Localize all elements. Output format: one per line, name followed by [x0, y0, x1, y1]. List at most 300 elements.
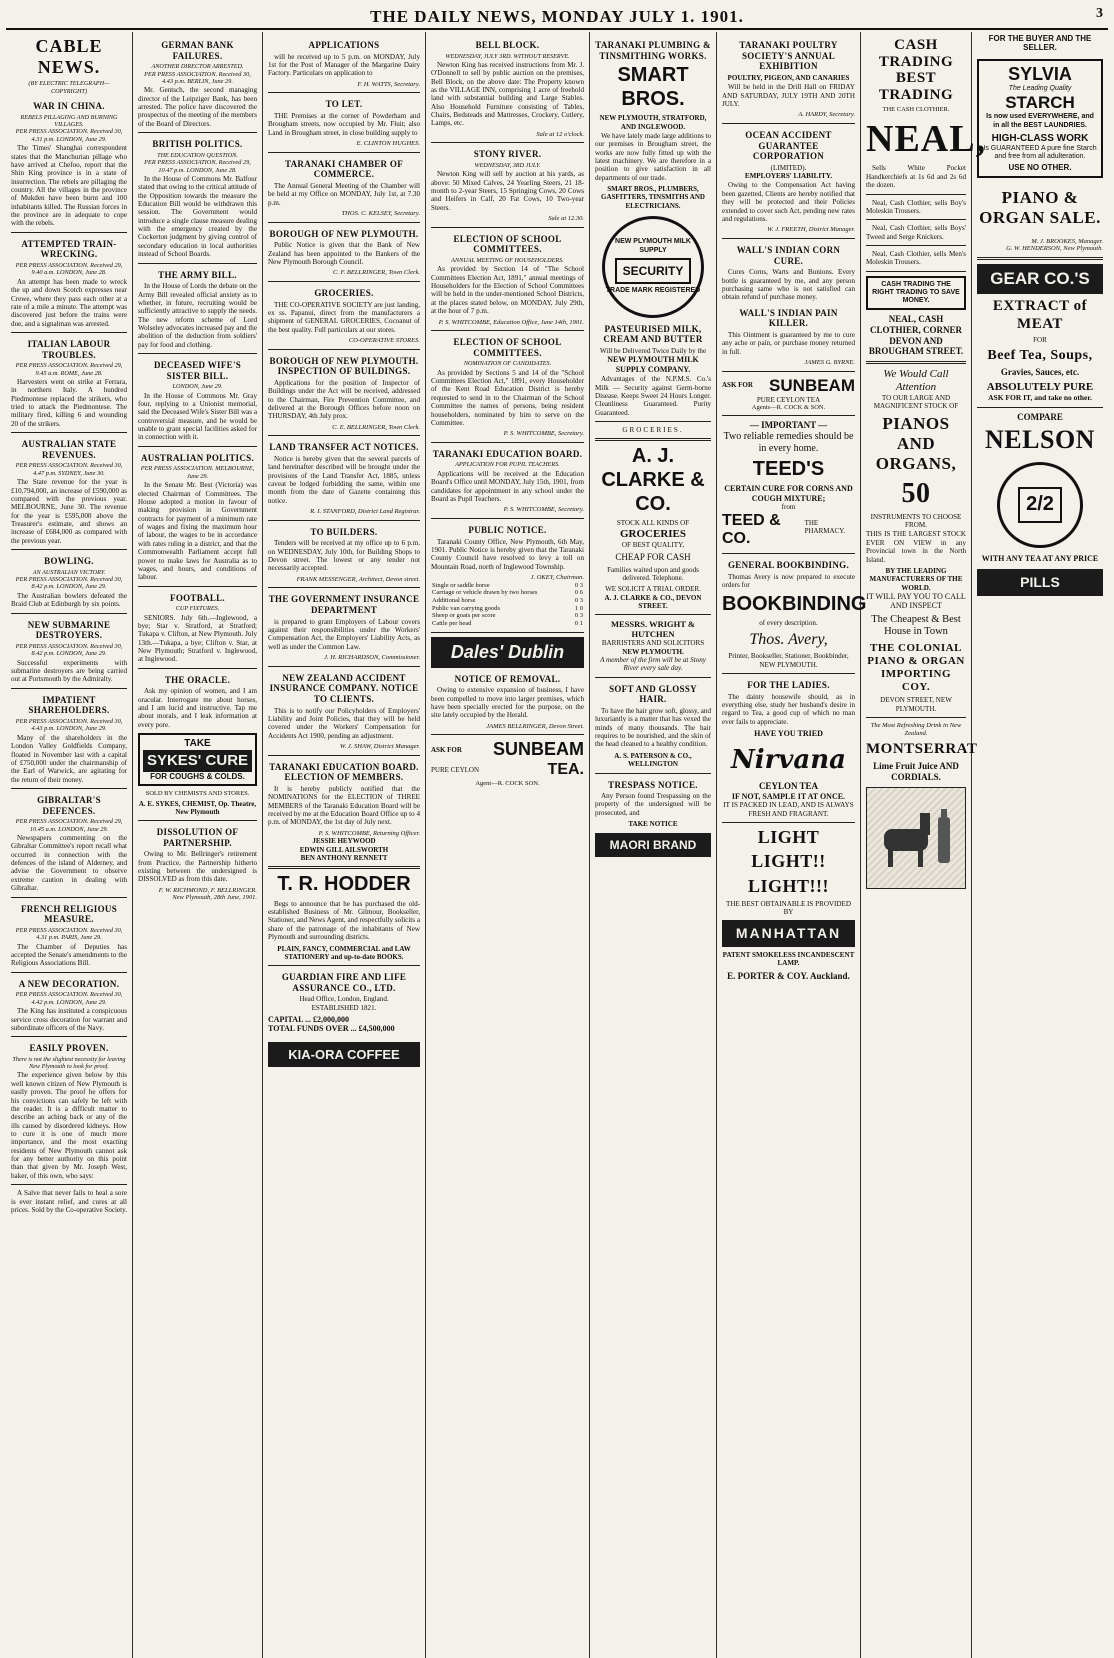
montserrat-sub: Lime Fruit Juice AND CORDIALS. [873, 761, 959, 782]
divider [138, 668, 257, 669]
sykes-cure: SYKES' CURE [143, 750, 252, 772]
hodder-text: Begs to announce that he has purchased the old-established Business of Mr. Gilmour, Bookseller, Stationer, and News Agent, and respectfully solicits a share of the patronage of the inhabitants of New Plymouth and surrounding districts. [268, 899, 420, 942]
divider [268, 92, 420, 93]
donkey-bottle-illustration [876, 803, 956, 873]
story-dateline: PER PRESS ASSOCIATION. Received 29, 9.45 a.m. ROME, June 28. [15, 362, 123, 377]
story-head: ITALIAN LABOUR TROUBLES. [27, 338, 111, 360]
neal-sub: THE CASH CLOTHIER. [882, 106, 950, 113]
story-sub: ANOTHER DIRECTOR ARRESTED. [151, 63, 244, 71]
story-sig: E. CLINTON HUGHES. [356, 140, 420, 148]
dissolution-sig: F. W. RICHMOND, F. BELLRINGER. [158, 886, 257, 894]
divider [431, 330, 584, 331]
story-sub: There is not the slightest necessity for leaving New Plymouth to look for proof. [12, 1055, 126, 1071]
sykes-take: TAKE [184, 738, 211, 750]
smart-bros-sig: SMART BROS., PLUMBERS, GASFITTERS, TINSMITHS AND ELECTRICIANS. [601, 185, 705, 210]
divider [268, 435, 420, 436]
neal-footer: NEAL, CASH CLOTHIER, CORNER DEVON AND BROUGHAM STREET. [868, 314, 964, 357]
divider [595, 421, 711, 422]
pianos-title: PIANOS AND ORGANS, [875, 413, 957, 473]
brookes-agent: G. W. HENDERSON, New Plymouth. [1006, 245, 1103, 253]
story-sub: APPLICATION FOR PUPIL TEACHERS. [455, 461, 560, 469]
gear-beef: Beef Tea, Soups, [987, 347, 1093, 363]
neal-lines [866, 164, 966, 271]
clarke-addr: A. J. CLARKE & CO., DEVON STREET. [604, 593, 702, 610]
story-head: THE GOVERNMENT INSURANCE DEPARTMENT [268, 594, 420, 616]
clarke-name: A. J. CLARKE & CO. [601, 445, 705, 515]
cash-trading: CASH TRADING BEST TRADING [878, 37, 954, 103]
avery-addr: Printer, Bookseller, Stationer, Bookbinder, NEW PLYMOUTH. [728, 652, 849, 669]
sunbeam-ask: ASK FOR [722, 381, 753, 390]
story-head: TARANAKI EDUCATION BOARD. ELECTION OF MEMBERS. [269, 761, 419, 783]
story-sig: P. S. WHITCOMBE, Secretary. [503, 506, 584, 514]
story-head: ATTEMPTED TRAIN-WRECKING. [21, 238, 117, 260]
story-head: APPLICATIONS [308, 40, 380, 50]
gear-head: GEAR CO.'S [977, 264, 1103, 294]
nirvana-sub: CEYLON TEA [758, 781, 819, 792]
remedies-line: Two reliable remedies should be in every home. [723, 431, 854, 454]
story-head: FRENCH RELIGIOUS MEASURE. [20, 903, 118, 925]
story-sig: F. H. WATTS, Secretary. [357, 80, 420, 88]
gear-extract: EXTRACT of MEAT [992, 298, 1088, 332]
gear-ask: ASK FOR IT, and take no other. [988, 392, 1092, 402]
divider [268, 587, 420, 588]
divider [138, 353, 257, 354]
sunbeam-sub: PURE CEYLON [431, 766, 480, 775]
story-head: TO BUILDERS. [310, 526, 378, 537]
walls-pain-head: WALL'S INDIAN PAIN KILLER. [739, 307, 838, 329]
sylvia-starch: STARCH [1005, 93, 1075, 113]
divider [977, 407, 1103, 408]
story-head: NEW ZEALAND ACCIDENT INSURANCE COMPANY. NOTICE TO CLIENTS. [269, 672, 419, 705]
toll-value: 0 3 [574, 596, 583, 604]
walls-corn-text: Cures Corns, Warts and Bunions. Every bottle is guaranteed by me, and any person purchasing same who is not satisfied can obtain refund of purchase money. [722, 268, 855, 302]
divider [722, 123, 855, 124]
divider [866, 194, 966, 195]
story-dateline: PER PRESS ASSOCIATION. Received 30, 4.47 p.m. SYDNEY, June 30. [15, 462, 123, 477]
divider [595, 438, 711, 441]
toll-row [431, 605, 584, 613]
nelson-price-badge [997, 462, 1083, 548]
toll-value: 0 3 [574, 581, 583, 589]
story-sig: C. E. BELLRINGER, Town Clerk. [332, 423, 420, 431]
story-head: BOWLING. [44, 556, 94, 567]
story-head: AUSTRALIAN STATE REVENUES. [21, 439, 117, 460]
story-head: BELL BLOCK. [475, 40, 540, 50]
divider [866, 271, 966, 272]
clarke-note: Families waited upon and goods delivered. Telephone. [607, 565, 699, 582]
gear-pure: ABSOLUTELY PURE [986, 380, 1094, 393]
divider [11, 1036, 127, 1037]
divider [268, 222, 420, 223]
masthead-title: THE DAILY NEWS, MONDAY JULY 1. 1901. [370, 7, 744, 26]
pianos-count-sub: INSTRUMENTS TO CHOOSE FROM. [870, 512, 962, 530]
hodder-name: T. R. HODDER [277, 873, 411, 896]
story-head: IMPATIENT SHAREHOLDERS. [28, 694, 110, 716]
sylvia-used: Is now used EVERYWHERE, and in all the BEST LAUNDRIES. [986, 113, 1094, 129]
divider [268, 520, 420, 521]
column-6 [717, 32, 867, 1658]
story-text: As provided by Section 14 of "The School Committees Election Act, 1891," annual meetings of Householders for the Election of School Committees will be held in the under-mentioned School Districts, at the places stated below, on MONDAY, July 29th, at the hour of 7 p.m. [431, 265, 584, 316]
security-seal-logo [602, 216, 704, 318]
divider [866, 245, 966, 246]
story-text: SENIORS. July 6th.—Inglewood, a bye; Star v. Stratford, at Stratford; Tukapa v. Clifton, at New Plymouth. July 13th.—Tukapa, a bye; Clifton v. Star, at New Plymouth; Stratford v. Inglewood, at Inglewood. [138, 613, 257, 664]
story-dateline: PER PRESS ASSOCIATION. Received 29, 10.45 a.m. LONDON, June 29. [15, 818, 123, 833]
nelson-sub: WITH ANY TEA AT ANY PRICE [981, 554, 1099, 564]
hodder-goods: PLAIN, FANCY, COMMERCIAL and LAW STATIONERY and up-to-date BOOKS. [277, 944, 411, 961]
story-head: TO LET. [325, 99, 363, 110]
montserrat-top: The Most Refreshing Drink in New Zealand. [870, 722, 962, 737]
teeds-from: from [781, 503, 796, 512]
story-text: It is hereby publicly notified that the NOMINATIONS for the ELECTION of THREE MEMBERS of the Taranaki Education Board will be received by me at the Education Board Office up to 4 p.m. of MONDAY, the 1st day of July next. [268, 784, 420, 827]
manhattan-brand: MANHATTAN [722, 920, 855, 947]
divider [268, 281, 420, 282]
cable-news-sub: (BY ELECTRIC TELEGRAPH—COPYRIGHT) [28, 80, 110, 95]
news-stories [138, 40, 257, 729]
removal-head: NOTICE OF REMOVAL. [454, 673, 561, 684]
story-head: AUSTRALIAN POLITICS. [140, 452, 255, 463]
sunbeam-sub-row [431, 761, 584, 780]
page-number: 3 [1096, 6, 1104, 21]
story-sig: CO-OPERATIVE STORES. [348, 337, 420, 345]
ocean-sig: W. J. FREETH, District Manager. [767, 226, 855, 234]
notices [268, 40, 420, 837]
story-dateline: PER PRESS ASSOCIATION. Received 30, 8.42 p.m. LONDON, June 29. [15, 642, 123, 658]
story-dateline: LONDON, June 29. [172, 383, 223, 391]
story-text: Successful experiments with submarine destroyers are being carried out at Portsmouth by the Admiralty. [11, 658, 127, 684]
walls-pain-text: This Ointment is guaranteed by me to cure any ache or pain, or purchase money returned in full. [722, 330, 855, 356]
story-sub: ANNUAL MEETING OF HOUSEHOLDERS. [451, 257, 564, 265]
wright-note: A member of the firm will be at Stony River every sale day. [600, 656, 706, 673]
walls-corn-head: WALL'S INDIAN CORN CURE. [736, 244, 841, 266]
light-3: LIGHT!!! [747, 875, 829, 896]
buyer-seller-tag: FOR THE BUYER AND THE SELLER. [988, 34, 1092, 53]
teeds-name: TEED'S [752, 457, 825, 480]
story-head: PUBLIC NOTICE. [468, 524, 547, 535]
poultry-head: TARANAKI POULTRY SOCIETY'S ANNUAL EXHIBITION [739, 40, 838, 72]
neal-line: Neal, Cash Clothier, sells Boys' Tweed and Serge Knickers. [866, 224, 966, 241]
groceries-label: GROCERIES. [622, 426, 684, 435]
guardian-capital: CAPITAL ... £2,000,000 [268, 1014, 349, 1024]
ocean-head: OCEAN ACCIDENT GUARANTEE CORPORATION [745, 129, 832, 162]
teeds-co: TEED & CO. [722, 511, 781, 548]
story-text: Notice is hereby given that the several parcels of land hereinafter described will be brought under the provisions of the Land Transfer Act, 1885, unless caveat be lodged forbidding the same, within one month from the date of Gazette containing this notice. [268, 454, 420, 505]
story-sub: NOMINATION OF CANDIDATES. [463, 360, 552, 368]
piano-organ-sale: PIANO & ORGAN SALE. [979, 187, 1101, 227]
divider [722, 553, 855, 554]
story-sub: WEDNESDAY, JULY 3RD. WITHOUT RESERVE. [445, 52, 570, 60]
story-text: Mr. Gentsch, the second managing director of the Leipziger Bank, has been arrested. The police have discovered the prospectus of the meeting of the members of the Board of Directors. [138, 86, 257, 128]
story-text: This is to notify our Policyholders of Employers' Liability and Joint Policies, that they will be held covered under the Workers' Compensation for Accidents Act 1900, pending an adjustment. [268, 706, 420, 740]
hair-head: SOFT AND GLOSSY HAIR. [609, 683, 697, 705]
sylvia-guaranteed: Is GUARANTEED A pure fine Starch and free from all adulteration. [983, 144, 1097, 160]
pianos-pay: IT WILL PAY YOU TO CALL AND INSPECT [866, 591, 966, 611]
toll-row [431, 612, 584, 620]
story-head: FOOTBALL. [170, 592, 225, 603]
salve-notice: A Salve that never fails to heal a sore is ever instant relief, and cures at all prices. Sold by the Co-operative Society. [11, 1189, 127, 1214]
pianos-count: 50 [901, 477, 931, 509]
divider [977, 257, 1103, 260]
bookbinding-big: BOOKBINDING [722, 592, 867, 615]
toll-label: Single or saddle horse [432, 581, 490, 589]
light-2: LIGHT!! [751, 851, 826, 872]
story-text: The Times' Shanghai correspondent states that the Manchurian pillage who have arrived at Chefoo, report that the Shin King province is in a state of insurrection. The rebels are pillaging the country. All the villages in the province of Mukden have been burnt and 100 inhabitants killed. The Russian forces in the province are in adequate to cope with the rebels. [11, 144, 127, 228]
column-8 [972, 32, 1108, 1658]
story-text: As provided by Sections 5 and 14 of the "School Committees Election Act," 1891, every Householder of the Kent Road Education District is hereby requested to send in to the Chairman of the School Committee the names of persons, being resident householders, nominated by him to serve on the Committee. [431, 368, 584, 427]
divider [722, 415, 855, 416]
story-text: is prepared to grant Employers of Labour covers against their responsibilities under the Workers' Compensation Act, the Employers' Liability Acts, as well as under the Common Law. [268, 617, 420, 651]
story-text: Public Notice is given that the Bank of New Zealand has been appointed to the Bankers of the New Plymouth Borough Council. [268, 241, 420, 266]
light-1: LIGHT [757, 827, 820, 848]
brookes-name: M. J. BROOKES, Manager. [1031, 237, 1103, 245]
story-text: In the House of Lords the debate on the Army Bill revealed official anxiety as to whether, in future, recruiting would be sufficiently attractive to supply the needs. The new reform scheme of Lord Wolseley advocates increased pay and the abolition of the deduction from soldiers' pay for food and clothing. [138, 282, 257, 349]
smart-bros-text: We have lately made large additions to our premises in Brougham street, the works are now fully fitted up with the latest machinery. We are therefore in a position to give satisfaction in all departments of our trade. [595, 131, 712, 182]
story-sub: REBELS PILLAGING AND BURNING VILLAGES. [20, 113, 118, 129]
teeds-line: CERTAIN CURE FOR CORNS AND COUGH MIXTURE; [724, 484, 853, 503]
guardian-office: Head Office, London, England. [299, 995, 389, 1004]
ocean-sub: (LIMITED). [770, 163, 807, 172]
story-text: In the Senate Mr. Best (Victoria) was elected Chairman of Committees. The House adopted a motion in favour of making provision in Government contracts for payment of a minimum rate of wages and fixing the maximum hour of labour, the wages to be in accordance with rates ruling in a district, and that the Commonwealth Parliament accept full power to make laws for Australia as to wages, and hours, and conditions of labour. [138, 481, 257, 582]
sylvia-name: SYLVIA [1008, 63, 1072, 84]
milk-head: PASTEURISED MILK, CREAM AND BUTTER [603, 323, 703, 345]
story-sig: R. I. STANFORD, District Land Registrar. [310, 508, 420, 516]
colonial-addr: DEVON STREET, NEW PLYMOUTH. [880, 696, 952, 713]
story-sub: THE EDUCATION QUESTION. [157, 151, 238, 159]
candidate-name: JESSIE HEYWOOD [312, 837, 376, 846]
nirvana-note: IT IS PACKED IN LEAD, AND IS ALWAYS FRESH AND FRAGRANT. [723, 801, 854, 818]
sylvia-use: USE NO OTHER. [1008, 163, 1072, 173]
divider [431, 734, 584, 735]
pianos-makers: BY THE LEADING MANUFACTURERS OF THE WORLD. [869, 566, 963, 592]
divider [722, 371, 855, 372]
candidate-names [268, 837, 420, 862]
seal-bottom: TRADE MARK REGISTERED [605, 287, 701, 295]
story-sig: P. S. WHITCOMBE, Returning Officer. [318, 829, 420, 837]
story-sig: FRANK MESSENGER, Architect, Devon street. [296, 575, 420, 583]
column-2 [133, 32, 263, 1658]
divider [11, 897, 127, 898]
story-head: GROCERIES. [314, 287, 374, 298]
nirvana-ask: HAVE YOU TRIED [754, 729, 823, 739]
nirvana-logo: Nirvana [730, 744, 847, 775]
story-sig: P. S. WHITCOMBE, Secretary. [503, 430, 584, 438]
story-text: Newspapers commenting on the Gibraltar Committee's report recall what occurred in connection with the defences of the island of Alderney, and advise the Government to observe extreme caution in dealing with Gibraltar. [11, 834, 127, 893]
sykes-coughs: FOR COUGHS & COLDS. [150, 771, 245, 781]
trespass-take: TAKE NOTICE [628, 820, 678, 829]
story-text: Applications will be received at the Education Board's Office until MONDAY, July 15th, 1901, from candidates for appointment in any school under the Board as Pupil Teachers. [431, 469, 584, 503]
divider [866, 717, 966, 718]
sunbeam-ad [431, 739, 584, 760]
divider [595, 614, 711, 615]
divider [11, 549, 127, 550]
sunbeam-agent: Agent—R. COCK SON. [475, 779, 540, 787]
nelson-name: NELSON [985, 425, 1095, 455]
divider [431, 442, 584, 443]
important-label: — IMPORTANT — [749, 420, 828, 431]
pianos-attn: We Would Call Attention [883, 367, 949, 393]
story-text: Many of the shareholders in the London Valley Goldfields Company, floated in November last with a capital of £750,000 under the chairmanship of the Earl of Warwick, are agitating for the return of their money. [11, 733, 127, 784]
column-1 [6, 32, 133, 1658]
walls-pain-sig: JAMES G. BYRNE. [804, 358, 855, 366]
dales-ad: Dales' Dublin [431, 637, 584, 668]
neal-line: Neal, Cash Clothier, sells Men's Moleskin Trousers. [866, 250, 966, 267]
story-head: BOROUGH OF NEW PLYMOUTH. INSPECTION OF BUILDINGS. [269, 355, 419, 377]
sunbeam-tea: TEA. [547, 760, 584, 778]
dissolution-head: DISSOLUTION OF PARTNERSHIP. [156, 827, 239, 848]
guardian-head: GUARDIAN FIRE AND LIFE ASSURANCE CO., LTD. [281, 972, 407, 993]
guardian-est: ESTABLISHED 1821. [311, 1003, 377, 1012]
toll-table [431, 582, 584, 628]
divider [595, 677, 711, 678]
bookbinding-head: GENERAL BOOKBINDING. [727, 560, 850, 571]
story-text: The Chamber of Deputies has accepted the Senate's amendments to the Religious Associations Bill. [11, 942, 127, 968]
story-head: STONY RIVER. [473, 149, 542, 160]
toll-label: Additional horse [432, 596, 476, 604]
ocean-text: Owing to the Compensation Act having been gazetted, Clients are hereby notified that they will be protected and their Policies extended to cover such Act, pending new rates and regulations. [722, 181, 855, 223]
gear-for: FOR [1033, 336, 1047, 345]
toll-value: 1 0 [574, 604, 583, 612]
story-dateline: PER PRESS ASSOCIATION. Received 30, 4.31 p.m. LONDON, June 29. [15, 128, 123, 143]
column-7 [861, 32, 987, 1658]
divider [138, 586, 257, 587]
story-text: THE Premises at the corner of Powderham and Brougham streets, now occupied by Mr. Fluit; also Land in Brougham street, in close building supply to [268, 111, 420, 137]
smart-bros-sub: NEW PLYMOUTH, STRATFORD, AND INGLEWOOD. [599, 114, 707, 131]
story-text: The Australian bowlers defeated the Braid Club at Edinburgh by six points. [11, 591, 127, 609]
story-head: BRITISH POLITICS. [152, 139, 243, 150]
story-text: Harvesters went on strike at Ferrara, in northern Italy. A hundred Piedmontese replaced the strikers, who tried to attack the Piedmontese. The military fired, killing 6 and wounding 20 of the strikers. [11, 378, 127, 428]
divider [431, 142, 584, 143]
milk-text: Advantages of the N.P.M.S. Co.'s Milk — Security against Germ-borne Disease. Keeps Sweet 24 Hours Longer. Cleanliness Guaranteed. Purity Guaranteed. [595, 375, 711, 417]
clarke-solicit: WE SOLICIT A TRIAL ORDER. [605, 585, 701, 594]
toll-row [431, 589, 584, 597]
neal-title: NEAL, [866, 117, 987, 160]
divider [268, 349, 420, 350]
sykes-ad [138, 733, 257, 786]
story-text: An attempt has been made to wreck the up and down Scotch expresses near Crewe, where they pass each other at a rate of a mile a minute. The attempt was discovered just before the trains were due, and a signalman was arrested. [11, 277, 127, 328]
story-sig: W. J. SHAW, District Manager. [339, 743, 420, 751]
divider [268, 965, 420, 966]
story-dateline: PER PRESS ASSOCIATION. Received 30, 8.42 p.m. LONDON, June 29. [15, 576, 123, 591]
story-head: GERMAN BANK FAILURES. [161, 40, 234, 61]
story-text: The State revenue for the year is £10,794,000, an increase of £590,000 as compared with the previous year. MELBOURNE, June 30. The revenue for the year is £595,000 above the Treasurer's estimate, and shows an increase of £684,000 as compared with the previous year. [11, 478, 127, 545]
sunbeam-agent: Agents—R. COCK & SON. [751, 403, 826, 411]
toll-label: Cattle per head [432, 619, 472, 627]
toll-row [431, 597, 584, 605]
gear-gravies: Gravies, Sauces, etc. [1000, 367, 1080, 378]
teeds-pharmacy: THE PHARMACY. [804, 518, 846, 535]
wright-name: MESSRS. WRIGHT & HUTCHEN [611, 619, 695, 640]
story-text: Tenders will be received at my office up to 6 p.m. on WEDNESDAY, July 10th, for Building Shops to Devon street. The lowest or any tender not necessarily accepted. [268, 539, 420, 573]
ladies-text: The dainty housewife should, as in everything else, study her husband's desire in regard to Tea, a good cup of which no man ever fails to appreciate. [722, 692, 855, 726]
divider [268, 755, 420, 756]
sunbeam-name: SUNBEAM [492, 739, 584, 760]
avery-name: Thos. Avery, [749, 630, 828, 648]
auction-notices [431, 40, 584, 582]
cable-stories [11, 101, 127, 1180]
milk-sub: Will be Delivered Twice Daily by the [599, 347, 707, 356]
story-dateline: PER PRESS ASSOCIATION. Received 29, 9.40 a.m. LONDON, June 28. [15, 261, 123, 277]
divider [138, 446, 257, 447]
porter-sig: E. PORTER & COY. Auckland. [727, 970, 850, 981]
story-text: will be received up to 5 p.m. on MONDAY, July 1st for the Post of Manager of the Margarine Dairy Factory. Particulars on application to [268, 52, 420, 78]
divider [595, 773, 711, 774]
sykes-sold: SOLD BY CHEMISTS AND STORES. [145, 789, 250, 797]
plumbing-head: TARANAKI PLUMBING & TINSMITHING WORKS. [595, 40, 711, 61]
clarke-line1: STOCK ALL KINDS OF [616, 519, 690, 528]
pianos-cheapest: The Cheapest & Best House in Town [871, 613, 961, 638]
sunbeam-ad-2 [722, 376, 855, 396]
trespass-text: Any Person found Trespassing on the property of the undersigned will be prosecuted, and [595, 792, 711, 817]
poultry-text: Will be held in the Drill Hall on FRIDAY AND SATURDAY, JULY 19TH AND 20TH JULY. [722, 83, 855, 108]
divider [11, 1184, 127, 1185]
poultry-sig: A. HARDY, Secretary. [798, 111, 855, 119]
teeds-row [722, 512, 855, 550]
story-text: The Annual General Meeting of the Chamber will be held at my Office on MONDAY, July 1st, at 7.30 p.m. [268, 181, 420, 207]
pianos-largest: THIS IS THE LARGEST STOCK EVER ON VIEW in any Provincial town in the North Island. [866, 530, 966, 564]
story-dateline: PER PRESS ASSOCIATION. Received 29, 10.47 p.m. LONDON, June 28. [144, 159, 251, 174]
story-head: TARANAKI CHAMBER OF COMMERCE. [284, 158, 404, 180]
divider [431, 227, 584, 228]
story-head: GIBRALTAR'S DEFENCES. [37, 794, 101, 816]
story-sub: AN AUSTRALIAN VICTORY. [32, 568, 106, 576]
hair-text: To have the hair grow soft, glossy, and luxuriantly is a matter that has vexed the minds of many thousands. The hair requires to be nourished, and the skin of the head cleaned to a healthy condition. [595, 706, 711, 749]
paterson: A. S. PATERSON & CO., WELLINGTON [614, 751, 692, 769]
divider [268, 666, 420, 667]
sunbeam-name: SUNBEAM [769, 375, 855, 395]
divider [11, 788, 127, 789]
story-head: DECEASED WIFE'S SISTER BILL. [153, 360, 242, 381]
dissolution-text: Owing to Mr. Bellringer's retirement from Practice, the Partnership hitherto existing between the undersigned is DISSOLVED as from this date. [138, 850, 257, 884]
colonial-piano-co: THE COLONIAL PIANO & ORGAN IMPORTING COY. [867, 641, 965, 693]
story-dateline: PER PRESS ASSOCIATION. MELBOURNE, June 29. [140, 465, 255, 480]
dissolution-date: New Plymouth, 28th June, 1901. [172, 894, 257, 902]
divider [11, 232, 127, 233]
removal-sig: JAMES BELLRINGER, Devon Street. [486, 722, 584, 730]
divider [722, 822, 855, 823]
divider [431, 632, 584, 633]
sylvia-ad [977, 59, 1103, 178]
story-sig: Sale at 12 o'clock. [536, 130, 584, 138]
light-line: THE BEST OBTAINABLE IS PROVIDED BY [725, 899, 852, 917]
removal-text: Owing to extensive expansion of business, I have been compelled to move into larger premises, which have been specially erected for the purpose, on the site lately occupied by the Herald. [431, 686, 584, 720]
story-text: In the House of Commons Mr. Gray four, replying to a Unionist memorial, said the Deceased Wife's Sister Bill was a controversial measure, and he would be unable to grant special facilities asked for in connection with it. [138, 391, 257, 442]
masthead [6, 6, 1108, 30]
story-sig: THOS. C. KELSEY, Secretary. [341, 209, 420, 217]
divider [722, 673, 855, 674]
story-head: TARANAKI EDUCATION BOARD. [432, 448, 583, 459]
story-sig: Sale at 12.30. [548, 215, 584, 223]
bookbinding-text: Thomas Avery is now prepared to execute orders for [722, 572, 855, 590]
story-text: Newton King will sell by auction at his yards, as above: 50 Mixed Calves, 24 Yearling Steers, 21 18-month to 2-year Steers, 15 Springing Cows, 20 Cows and Heifers in Calf, 20 Fat Cows, 10 Two-year Steers. [431, 170, 584, 212]
cable-news-title: CABLE NEWS. [35, 36, 103, 78]
divider [11, 972, 127, 973]
column-3 [263, 32, 426, 1658]
toll-value: 0 3 [574, 612, 583, 620]
divider [11, 432, 127, 433]
story-head: ELECTION OF SCHOOL COMMITTEES. [453, 233, 562, 255]
clarke-groceries: GROCERIES [619, 527, 687, 540]
story-head: THE ARMY BILL. [158, 269, 237, 280]
maori-brand-ad: MAORI BRAND [595, 833, 711, 857]
milk-co: NEW PLYMOUTH MILK SUPPLY COMPANY. [607, 355, 699, 374]
divider [431, 518, 584, 519]
divider [866, 219, 966, 220]
sylvia-leading: The Leading Quality [1008, 85, 1072, 93]
nelson-price: 2/2 [1018, 487, 1062, 523]
divider [11, 688, 127, 689]
bookbinding-sub: of every description. [759, 619, 818, 628]
column-4 [426, 32, 590, 1658]
divider [138, 263, 257, 264]
